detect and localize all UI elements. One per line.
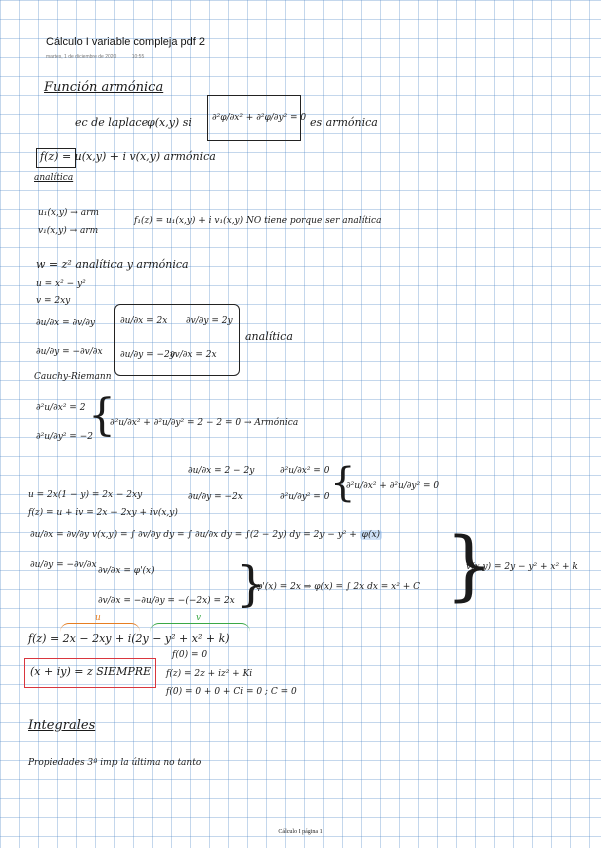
laplace-check: ∂²u/∂x² + ∂²u/∂y² = 2 − 2 = 0 → Armónica	[110, 418, 299, 428]
v-def: v = 2xy	[36, 296, 71, 306]
siempre-text: (x + iy) = z SIEMPRE	[30, 665, 152, 678]
brace-left-1: {	[88, 390, 116, 441]
box-dvdx: ∂v/∂x = 2x	[170, 350, 217, 360]
laplace-tail: es armónica	[310, 116, 378, 129]
partial-laplace: ∂²u/∂x² + ∂²u/∂y² = 0	[346, 481, 440, 491]
analytic-note: analítica	[34, 173, 74, 183]
phi-highlight: φ(x)	[361, 530, 381, 540]
box-dvdy: ∂v/∂y = 2y	[186, 316, 233, 326]
analytic-line: f(z) = u(x,y) + i v(x,y) armónica	[40, 150, 216, 163]
brace-left-2: {	[330, 460, 356, 506]
second-deriv-y: ∂²u/∂y² = −2	[36, 432, 93, 442]
f-zero-solve: f(0) = 0 + 0 + Ci = 0 ; C = 0	[166, 687, 297, 697]
page-footer: Cálculo I página 1	[278, 829, 323, 835]
f-z-formula: f(z) = 2z + iz² + Ki	[166, 669, 253, 679]
cauchy-riemann-label: Cauchy-Riemann	[34, 372, 112, 382]
page-time: 10:55	[131, 54, 145, 60]
propiedades-line: Propiedades 3ª imp la última no tanto	[28, 758, 202, 768]
f-expression: f(z) = u + iv = 2x − 2xy + iv(x,y)	[28, 508, 178, 518]
box-dudx: ∂u/∂x = 2x	[120, 316, 168, 326]
u-expression: u = 2x(1 − y) = 2x − 2xy	[28, 490, 143, 500]
laplace-phi: φ(x,y) si	[147, 116, 192, 129]
marker-u: u	[95, 613, 101, 623]
f-final: f(z) = 2x − 2xy + i(2y − y² + x² + k)	[28, 632, 230, 645]
heading-integrals: Integrales	[28, 718, 96, 733]
w-line: w = z² analítica y armónica	[36, 258, 189, 271]
second-deriv-x: ∂²u/∂x² = 2	[36, 403, 86, 413]
v-integral-text: v(x,y) = ∫ ∂v/∂y dy = ∫ ∂u/∂x dy = ∫(2 − 2y) dy = 2y − y² +	[92, 530, 357, 540]
partial-uxx: ∂²u/∂x² = 0	[280, 466, 330, 476]
brace-right-2: {	[445, 520, 494, 609]
v-final: v(x,y) = 2y − y² + x² + k	[466, 562, 578, 572]
cr-b: ∂u/∂y = −∂v/∂x	[30, 560, 97, 570]
dvdx-phi: ∂v/∂x = φ'(x)	[98, 566, 155, 576]
marker-v: v	[196, 613, 202, 623]
box-side-label: analítica	[245, 330, 293, 343]
box-dudy: ∂u/∂y = −2y	[120, 350, 175, 360]
u-underbrace	[60, 623, 140, 632]
f-zero: f(0) = 0	[172, 650, 208, 660]
u-def: u = x² − y²	[36, 279, 86, 289]
partial-uyy: ∂²u/∂y² = 0	[280, 492, 330, 502]
cr-a: ∂u/∂x = ∂v/∂y	[30, 530, 89, 540]
cr-equation-1: ∂u/∂x = ∂v/∂y	[36, 318, 95, 328]
v-underbrace	[150, 623, 250, 632]
laplace-equation: ∂²φ/∂x² + ∂²φ/∂y² = 0	[212, 113, 307, 123]
dvdx-value: ∂v/∂x = −∂u/∂y = −(−2x) = 2x	[98, 596, 235, 606]
cr-box	[114, 304, 240, 376]
page-timestamp	[46, 54, 158, 60]
v-integral	[92, 530, 382, 540]
heading-harmonic: Función armónica	[44, 80, 164, 95]
partial-uy: ∂u/∂y = −2x	[188, 492, 243, 502]
page-title: Cálculo I variable compleja pdf 2	[46, 36, 205, 48]
brace-right-1: {	[236, 556, 267, 612]
f1-line: f₁(z) = u₁(x,y) + i v₁(x,y) NO tiene porque ser analítica	[134, 216, 382, 226]
laplace-label: ec de laplace	[75, 116, 149, 129]
phi-line: φ'(x) = 2x ⇒ φ(x) = ∫ 2x dx = x² + C	[256, 582, 421, 592]
cr-equation-2: ∂u/∂y = −∂v/∂x	[36, 347, 103, 357]
page-date: martes, 1 de diciembre de 2020	[46, 54, 117, 60]
u1-line: u₁(x,y) → arm	[38, 208, 99, 218]
v1-line: v₁(x,y) → arm	[38, 226, 99, 236]
partial-ux: ∂u/∂x = 2 − 2y	[188, 466, 255, 476]
